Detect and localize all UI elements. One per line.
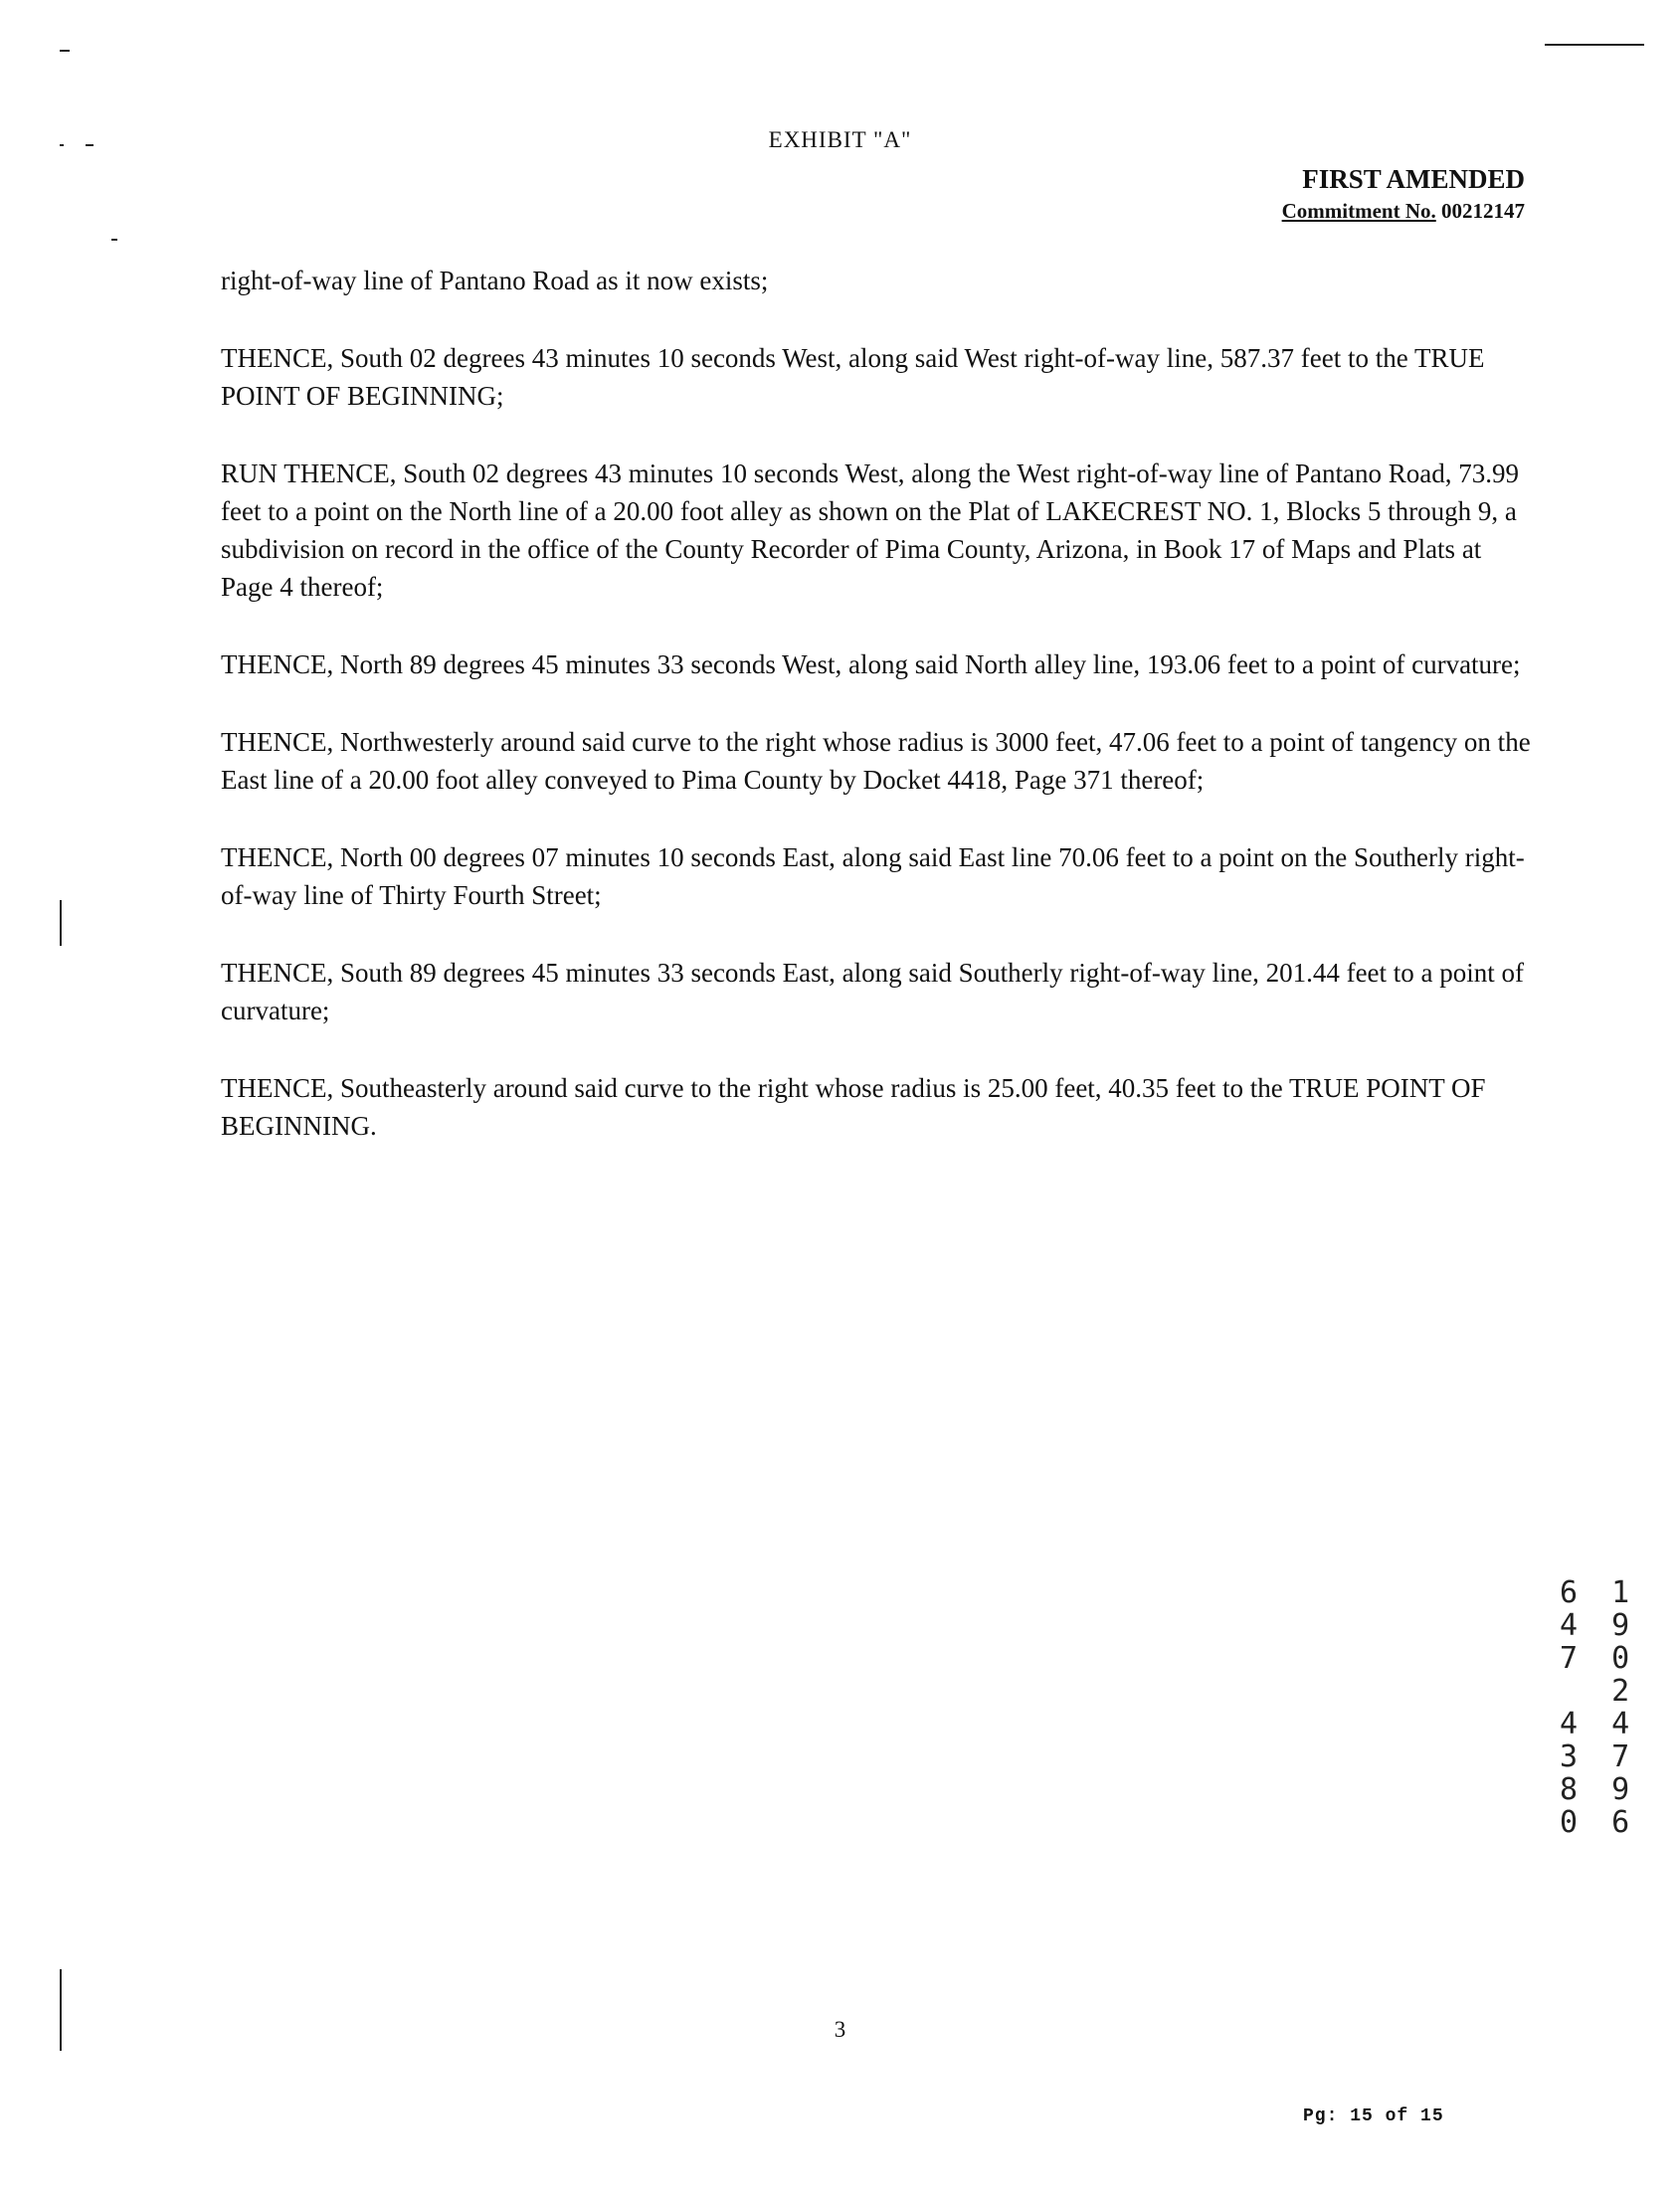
stamp-digit: 0 — [1611, 1641, 1630, 1676]
stamp-digit: 0 — [1560, 1805, 1579, 1840]
commitment-header — [1282, 162, 1525, 226]
amended-label: FIRST AMENDED — [1302, 164, 1525, 194]
stamp-digit: 6 — [1560, 1575, 1579, 1610]
stamp-column-left — [1560, 1576, 1578, 1839]
page-number: 3 — [834, 2017, 846, 2042]
legal-paragraph: THENCE, North 00 degrees 07 minutes 10 seconds East, along said East line 70.06 feet to a point on the Southerly right-of-way line of Thirty Fourth Street; — [221, 842, 1525, 910]
legal-paragraph: right-of-way line of Pantano Road as it now exists; — [221, 266, 769, 295]
stamp-digit: 9 — [1611, 1772, 1630, 1807]
top-right-rule — [1545, 44, 1644, 46]
commitment-line — [1282, 196, 1525, 226]
stamp-digit: 7 — [1611, 1739, 1630, 1774]
stamp-digit: 1 — [1611, 1575, 1630, 1610]
stamp-digit: 8 — [1560, 1772, 1579, 1807]
legal-paragraph: RUN THENCE, South 02 degrees 43 minutes 10 seconds West, along the West right-of-way line of Pantano Road, 73.99 feet to a point on the North line of a 20.00 foot alley as shown on the Plat of LAKECREST NO. 1, Blocks 5 through 9, a subdivision on record in the office of the County Recorder of Pima County, Arizona, in Book 17 of Maps and Plats at Page 4 thereof; — [221, 458, 1519, 602]
stamp-digit: 9 — [1611, 1608, 1630, 1643]
legal-paragraph: THENCE, Southeasterly around said curve to the right whose radius is 25.00 feet, 40.35 feet to the TRUE POINT OF BEGINNING. — [221, 1073, 1486, 1141]
recording-stamp — [1560, 1576, 1629, 1839]
stamp-digit: 4 — [1560, 1707, 1579, 1741]
stamp-digit: 2 — [1611, 1674, 1630, 1709]
stamp-digit: 4 — [1611, 1707, 1630, 1741]
stamp-digit: 3 — [1560, 1739, 1579, 1774]
stamp-digit: 6 — [1611, 1805, 1630, 1840]
stamp-column-right — [1611, 1576, 1629, 1839]
commitment-number: 00212147 — [1441, 199, 1525, 223]
stamp-digit: 4 — [1560, 1608, 1579, 1643]
legal-paragraph: THENCE, South 89 degrees 45 minutes 33 seconds East, along said Southerly right-of-way line, 201.44 feet to a point of curvature; — [221, 958, 1525, 1025]
scan-mark — [111, 239, 117, 241]
legal-description — [221, 262, 1534, 1185]
scan-mark — [60, 50, 70, 52]
stamp-digit: 7 — [1560, 1641, 1579, 1676]
scan-mark — [60, 900, 62, 946]
commitment-label: Commitment No. — [1281, 199, 1436, 223]
exhibit-title: EXHIBIT "A" — [768, 127, 912, 152]
legal-paragraph: THENCE, North 89 degrees 45 minutes 33 seconds West, along said North alley line, 193.06 feet to a point of curvature; — [221, 649, 1521, 679]
legal-paragraph: THENCE, South 02 degrees 43 minutes 10 seconds West, along said West right-of-way line, 587.37 feet to the TRUE POINT OF BEGINNING; — [221, 343, 1485, 411]
legal-paragraph: THENCE, Northwesterly around said curve to the right whose radius is 3000 feet, 47.06 feet to a point of tangency on the East line of a 20.00 foot alley conveyed to Pima County by Docket 4418, Page 371 thereof; — [221, 727, 1531, 795]
page-indicator: Pg: 15 of 15 — [1303, 2106, 1444, 2126]
